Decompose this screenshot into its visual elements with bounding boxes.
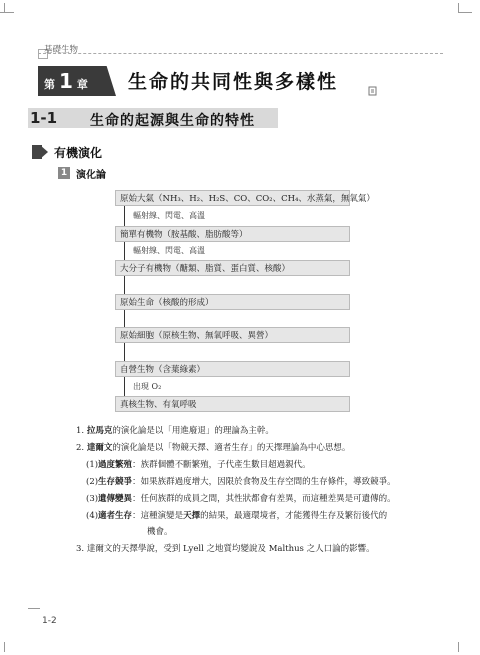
list-subitem bbox=[86, 509, 387, 521]
page-number: 1-2 bbox=[42, 616, 57, 626]
flow-connector bbox=[124, 206, 125, 226]
flow-box: 原始細胞（原核生物、無氧呼吸、異營） bbox=[115, 327, 350, 343]
crop-mark bbox=[458, 642, 459, 652]
term: 生存競爭 bbox=[98, 477, 133, 487]
term: 遺傳變異 bbox=[98, 494, 133, 504]
flow-connector bbox=[124, 276, 125, 294]
flow-box: 原始生命（核酸的形成） bbox=[115, 294, 350, 310]
subitem-text: ：如果族群過度增大，因限於食物及生存空間的生存條件，導致競爭。 bbox=[132, 477, 396, 487]
term: 達爾文 bbox=[86, 443, 113, 453]
item-text: 的演化論是以「物競天擇、適者生存」的天擇理論為中心思想。 bbox=[112, 443, 351, 453]
list-item bbox=[76, 424, 274, 436]
subitem-number: (3) bbox=[86, 494, 99, 504]
crop-mark bbox=[0, 12, 14, 13]
subitem-number: (2) bbox=[86, 477, 99, 487]
term: 過度繁殖 bbox=[98, 460, 133, 470]
flow-connector bbox=[124, 310, 125, 327]
list-item bbox=[76, 441, 350, 453]
term: 天擇 bbox=[183, 511, 201, 521]
section-number: 1-1 bbox=[30, 109, 58, 127]
item-number: 2. bbox=[76, 443, 85, 453]
flow-connector bbox=[124, 343, 125, 361]
note-icon bbox=[368, 86, 378, 99]
item-text: 達爾文的天擇學說，受到 Lyell 之地質均變說及 Malthus 之人口論的影響。 bbox=[86, 544, 375, 554]
flow-box: 大分子有機物（醣類、脂質、蛋白質、核酸） bbox=[115, 260, 350, 276]
section-title: 生命的起源與生命的特性 bbox=[90, 113, 255, 129]
arrow-icon bbox=[40, 145, 48, 159]
subitem-number: (4) bbox=[86, 511, 99, 521]
flow-note: 出現 O₂ bbox=[133, 382, 162, 391]
chapter-prefix: 第 bbox=[44, 78, 55, 91]
list-subitem bbox=[86, 458, 311, 470]
list-item bbox=[76, 542, 375, 554]
subitem-text: 的結果，最適環境者，才能獲得生存及繁衍後代的 bbox=[200, 511, 388, 521]
item-text: 的演化論是以「用進廢退」的理論為主幹。 bbox=[112, 426, 274, 436]
flow-box: 簡單有機物（胺基酸、脂肪酸等） bbox=[115, 226, 350, 242]
flow-box: 真核生物、有氧呼吸 bbox=[115, 396, 350, 412]
subsection-title: 有機演化 bbox=[54, 146, 103, 160]
term: 適者生存 bbox=[98, 511, 133, 521]
crop-mark bbox=[458, 12, 472, 13]
chapter-label bbox=[44, 69, 88, 93]
item-number: 3. bbox=[76, 544, 85, 554]
chapter-suffix: 章 bbox=[76, 78, 88, 91]
subitem-number: (1) bbox=[86, 460, 99, 470]
flow-note: 輻射線、閃電、高溫 bbox=[133, 211, 205, 220]
footer-rule bbox=[28, 608, 40, 609]
running-head: 基礎生物 bbox=[44, 45, 79, 55]
crop-mark bbox=[4, 642, 5, 652]
term: 拉馬克 bbox=[86, 426, 113, 436]
list-subitem bbox=[86, 475, 396, 487]
flow-box: 原始大氣（NH₃、H₂、H₂S、CO、CO₂、CH₄、水蒸氣，無氧氣） bbox=[115, 190, 350, 206]
flow-connector bbox=[124, 242, 125, 260]
topic-title: 演化論 bbox=[76, 170, 106, 181]
subitem-text: ：這種演變是 bbox=[132, 511, 184, 521]
subitem-text: ：任何族群的成員之間，其性狀都會有差異，而這種差異是可遺傳的。 bbox=[132, 494, 396, 504]
chapter-title: 生命的共同性與多樣性 bbox=[128, 71, 339, 93]
item-number: 1. bbox=[76, 426, 85, 436]
chapter-number: 1 bbox=[59, 69, 73, 93]
header-rule bbox=[38, 53, 443, 54]
flow-connector bbox=[124, 377, 125, 396]
subitem-text: ：族群個體不斷繁殖，子代產生數目超過親代。 bbox=[132, 460, 311, 470]
list-subitem bbox=[86, 492, 396, 504]
topic-number: 1 bbox=[58, 167, 70, 179]
flow-box: 自營生物（含葉綠素） bbox=[115, 361, 350, 377]
flow-note: 輻射線、閃電、高溫 bbox=[133, 246, 205, 255]
list-subitem-continued: 機會。 bbox=[147, 527, 173, 537]
